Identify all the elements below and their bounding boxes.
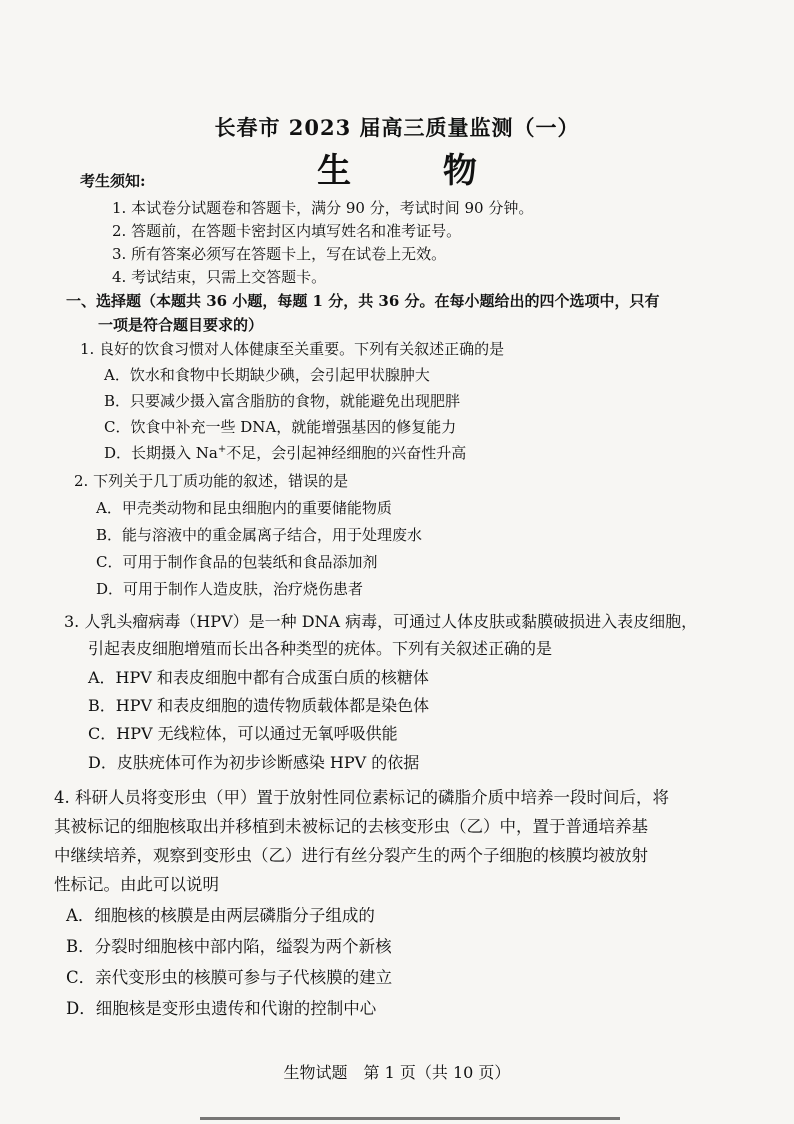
section-heading-cont: 一项是符合题目要求的）	[98, 316, 264, 334]
question-4-stem: 4. 科研人员将变形虫（甲）置于放射性同位素标记的磷脂介质中培养一段时间后，将	[54, 788, 669, 807]
q1-option-d-sup: +	[217, 444, 227, 455]
q1-option-d-part1: D．长期摄入 Na	[104, 444, 218, 462]
exam-title: 长春市 2023 届高三质量监测（一）	[214, 115, 580, 140]
question-4-stem-cont: 其被标记的细胞核取出并移植到未被标记的去核变形虫（乙）中，置于普通培养基	[54, 817, 648, 836]
q1-option-d	[104, 442, 466, 463]
page-footer: 生物试题 第 1 页（共 10 页）	[283, 1063, 511, 1082]
notice-item: 1. 本试卷分试题卷和答题卡，满分 90 分，考试时间 90 分钟。	[112, 199, 534, 217]
notice-heading: 考生须知:	[80, 172, 146, 190]
notice-item: 3. 所有答案必须写在答题卡上，写在试卷上无效。	[112, 245, 447, 263]
question-1-stem: 1. 良好的饮食习惯对人体健康至关重要。下列有关叙述正确的是	[80, 340, 505, 358]
q4-option-c: C．亲代变形虫的核膜可参与子代核膜的建立	[66, 968, 393, 987]
q2-option-d: D．可用于制作人造皮肤，治疗烧伤患者	[96, 580, 364, 598]
question-4-stem-cont: 性标记。由此可以说明	[54, 875, 219, 894]
q4-option-d: D．细胞核是变形虫遗传和代谢的控制中心	[66, 999, 377, 1018]
q1-option-b: B．只要减少摄入富含脂肪的食物，就能避免出现肥胖	[104, 392, 461, 410]
q2-option-b: B．能与溶液中的重金属离子结合，用于处理废水	[96, 526, 423, 544]
q4-option-a: A．细胞核的核膜是由两层磷脂分子组成的	[66, 906, 375, 925]
scan-edge-divider	[200, 1117, 620, 1120]
question-2-stem: 2. 下列关于几丁质功能的叙述，错误的是	[74, 472, 349, 490]
q2-option-a: A．甲壳类动物和昆虫细胞内的重要储能物质	[96, 499, 392, 517]
q4-option-b: B．分裂时细胞核中部内陷，缢裂为两个新核	[66, 937, 392, 956]
question-3-stem: 3. 人乳头瘤病毒（HPV）是一种 DNA 病毒，可通过人体皮肤或黏膜破损进入表皮细胞，	[64, 612, 698, 631]
notice-item: 2. 答题前，在答题卡密封区内填写姓名和准考证号。	[112, 222, 462, 240]
q3-option-d: D．皮肤疣体可作为初步诊断感染 HPV 的依据	[88, 753, 420, 772]
q3-option-a: A．HPV 和表皮细胞中都有合成蛋白质的核糖体	[88, 668, 429, 687]
q3-option-b: B．HPV 和表皮细胞的遗传物质载体都是染色体	[88, 696, 430, 715]
q1-option-a: A．饮水和食物中长期缺少碘，会引起甲状腺肿大	[104, 366, 430, 384]
q2-option-c: C．可用于制作食品的包装纸和食品添加剂	[96, 553, 378, 571]
q1-option-d-part2: 不足，会引起神经细胞的兴奋性升高	[226, 444, 467, 462]
subject-title: 生 物	[317, 151, 517, 191]
section-heading: 一、选择题（本题共 36 小题，每题 1 分，共 36 分。在每小题给出的四个选项中，只有	[66, 292, 660, 310]
notice-item: 4. 考试结束，只需上交答题卡。	[112, 268, 327, 286]
question-4-stem-cont: 中继续培养，观察到变形虫（乙）进行有丝分裂产生的两个子细胞的核膜均被放射	[54, 846, 648, 865]
q3-option-c: C．HPV 无线粒体，可以通过无氧呼吸供能	[88, 724, 398, 743]
question-3-stem-cont: 引起表皮细胞增殖而长出各种类型的疣体。下列有关叙述正确的是	[88, 639, 553, 658]
q1-option-c: C．饮食中补充一些 DNA，就能增强基因的修复能力	[104, 418, 457, 436]
